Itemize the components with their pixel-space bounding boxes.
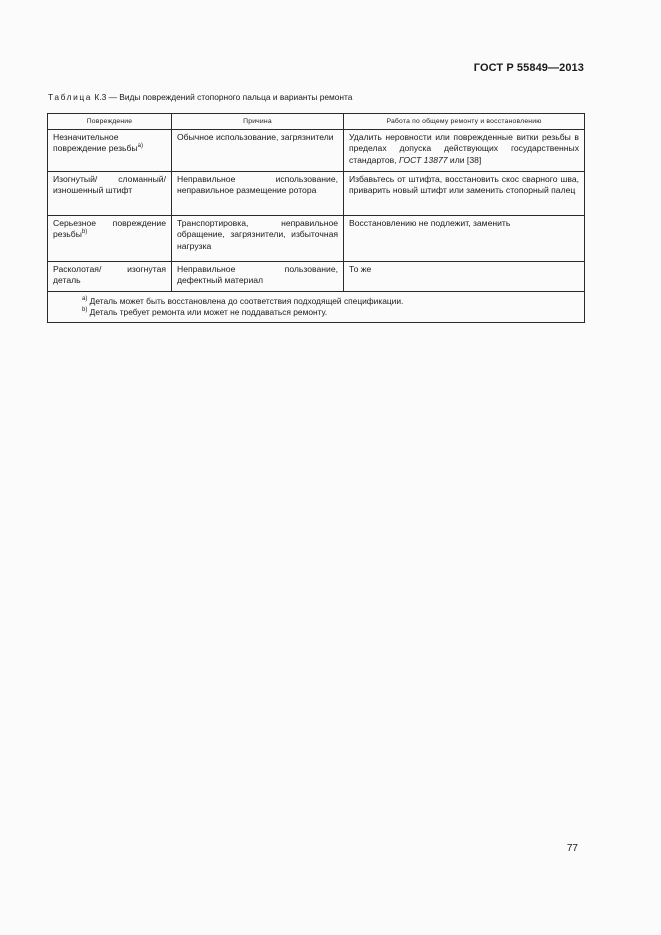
footnotes-row	[48, 292, 585, 323]
damage-cell: Изогнутый/ сломанный/ изношенный штифт	[48, 172, 172, 216]
column-header-damage: Повреждение	[48, 114, 172, 130]
column-header-repair: Работа по общему ремонту и восстановлению	[344, 114, 585, 130]
table-header-row	[48, 114, 585, 130]
table-row	[48, 172, 585, 216]
table-row	[48, 216, 585, 262]
footnote-ref: а)	[137, 143, 143, 150]
repair-cell: Удалить неровности или поврежденные витки резьбы в пределах допуска действующих государственных стандартов, ГОСТ 13877 или [38]	[344, 130, 585, 172]
table-row	[48, 130, 585, 172]
footnotes-cell	[48, 292, 585, 323]
cause-cell: Обычное использование, загрязнители	[172, 130, 344, 172]
cause-cell: Неправильное пользование, дефектный материал	[172, 262, 344, 292]
caption-prefix: Таблица	[48, 92, 93, 102]
damage-cell: Незначительное повреждение резьбы$^{а)}$	[48, 130, 172, 172]
repair-cell: То же	[344, 262, 585, 292]
page-number: 77	[566, 843, 578, 854]
standard-reference: ГОСТ 13877	[399, 154, 448, 165]
column-header-cause: Причина	[172, 114, 344, 130]
cause-cell: Транспортировка, неправильное обращение, загрязнители, избыточная нагрузка	[172, 216, 344, 262]
damage-table	[47, 113, 585, 323]
footnote: $^{b)}$ Деталь требует ремонта или может не поддаваться ремонту.	[82, 307, 328, 318]
cause-cell: Неправильное использование, неправильное размещение ротора	[172, 172, 344, 216]
standard-designation: ГОСТ Р 55849—2013	[473, 62, 584, 74]
table-row	[48, 262, 585, 292]
footnote-ref: b)	[81, 229, 88, 236]
repair-cell: Избавьтесь от штифта, восстановить скос сварного шва, приварить новый штифт или заменить стопорный палец	[344, 172, 585, 216]
damage-cell: Серьезное повреждение резьбы$^{b)}$	[48, 216, 172, 262]
footnote: $^{а)}$ Деталь может быть восстановлена до соответствия подходящей спецификации.	[82, 296, 404, 306]
caption-text: К.3 — Виды повреждений стопорного пальца и варианты ремонта	[94, 92, 353, 102]
repair-cell: Восстановлению не подлежит, заменить	[344, 216, 585, 262]
damage-cell: Расколотая/ изогнутая деталь	[48, 262, 172, 292]
table-caption	[48, 92, 352, 102]
